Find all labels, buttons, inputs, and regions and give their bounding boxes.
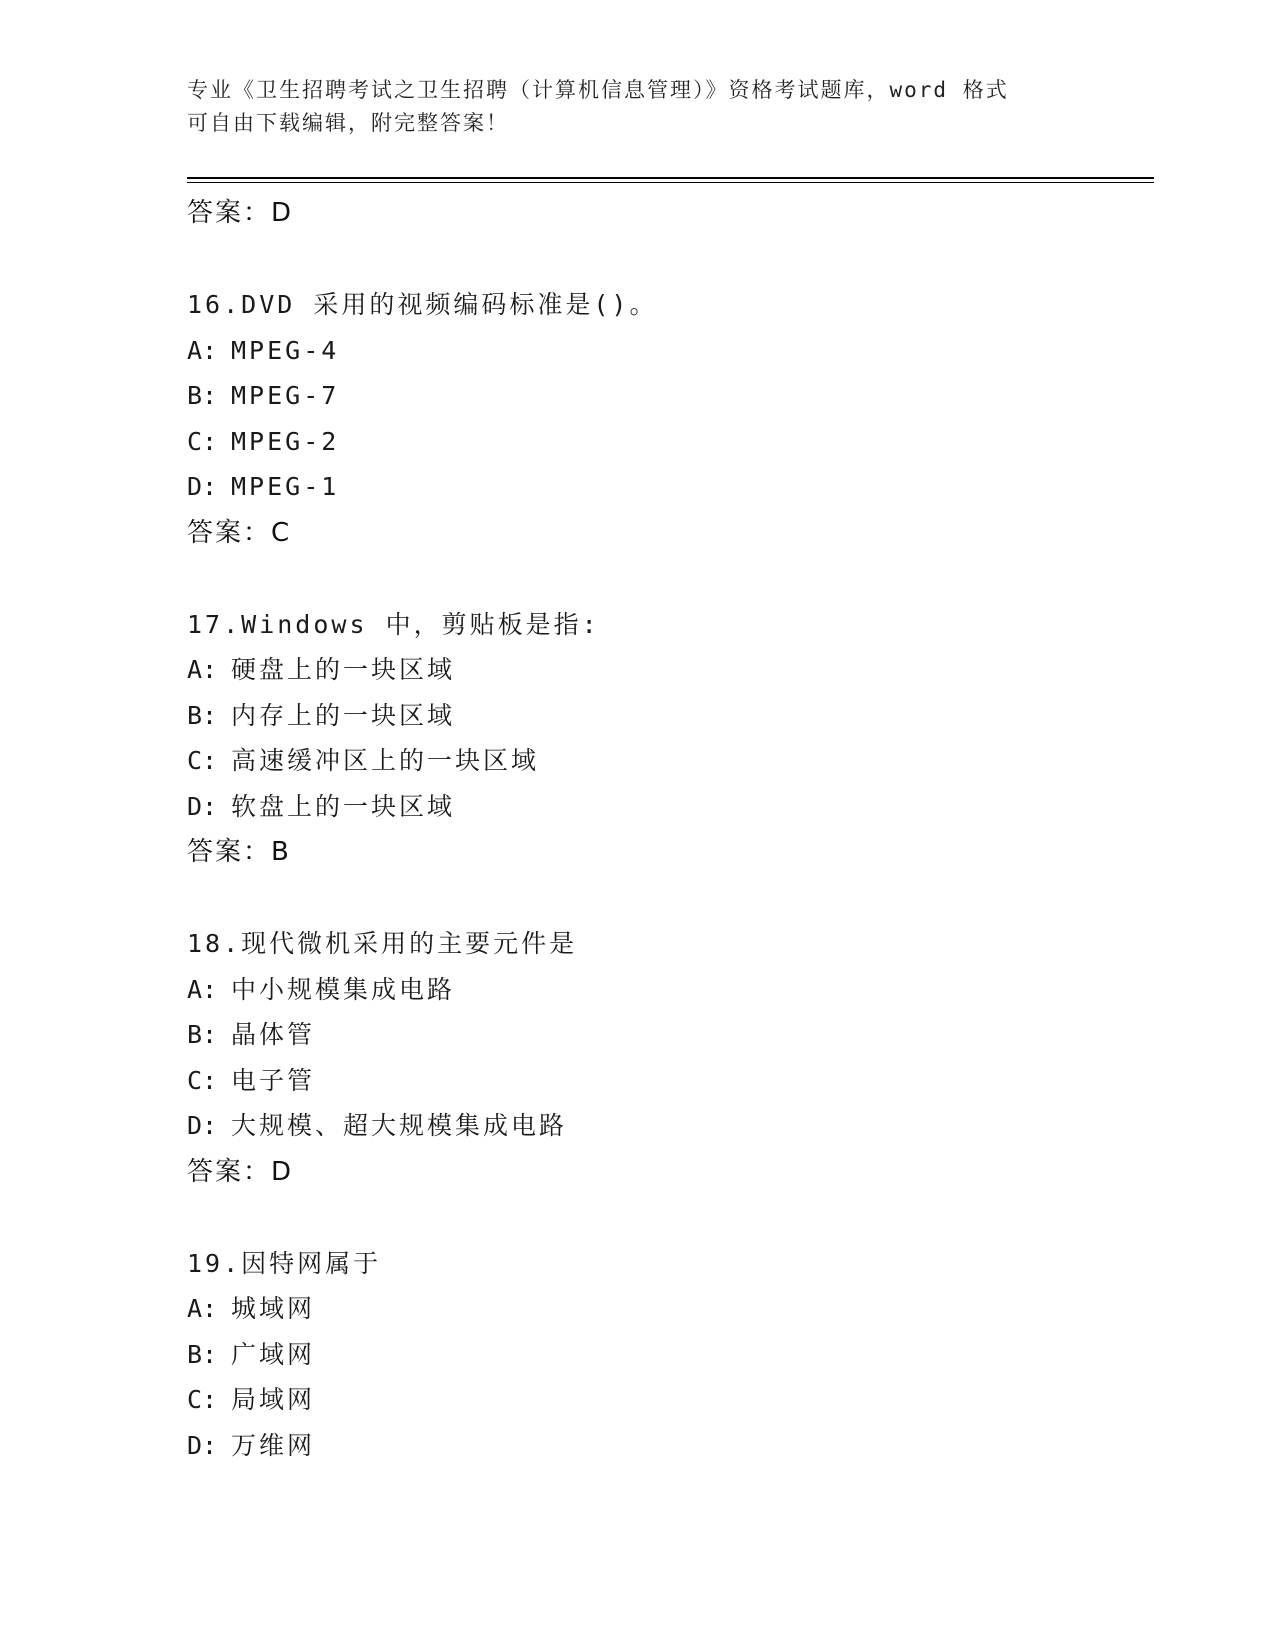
answer-line: 答案：D [187,1156,294,1187]
option-b: B: 内存上的一块区域 [187,700,456,730]
answer-line: 答案：B [187,837,291,867]
header-divider-thin [187,182,1154,183]
previous-answer: 答案：D [187,198,294,228]
option-d: D: 万维网 [187,1430,316,1460]
question-text: 18.现代微机采用的主要元件是 [187,929,578,958]
question-text: 17.Windows 中，剪贴板是指: [187,609,600,639]
option-c: C: 电子管 [187,1065,316,1095]
option-c: C: MPEG-2 [187,426,340,456]
option-b: B: 广域网 [187,1339,316,1369]
option-d: D: 软盘上的一块区域 [187,791,456,821]
option-c: C: 高速缓冲区上的一块区域 [187,746,540,775]
option-d: D: 大规模、超大规模集成电路 [187,1111,568,1140]
question-19 [187,1241,1147,1469]
question-16 [187,282,1147,556]
option-a: A: 中小规模集成电路 [187,974,456,1004]
option-b: B: 晶体管 [187,1020,316,1049]
page-header [187,74,1087,140]
question-18 [187,921,1147,1195]
option-a: A: MPEG-4 [187,335,340,365]
question-17 [187,602,1147,876]
option-a: A: 硬盘上的一块区域 [187,655,456,684]
option-a: A: 城域网 [187,1294,316,1323]
question-list [187,190,1147,1468]
question-text: 16.DVD 采用的视频编码标准是()。 [187,290,658,319]
answer-line: 答案：C [187,517,292,548]
option-c: C: 局域网 [187,1385,316,1414]
question-text: 19.因特网属于 [187,1248,382,1278]
option-b: B: MPEG-7 [187,381,340,410]
header-line-1: 专业《卫生招聘考试之卫生招聘（计算机信息管理）》资格考试题库，word 格式 [187,78,1009,102]
header-divider-thick [187,177,1154,179]
option-d: D: MPEG-1 [187,472,340,501]
header-line-2: 可自由下载编辑，附完整答案！ [187,111,509,135]
